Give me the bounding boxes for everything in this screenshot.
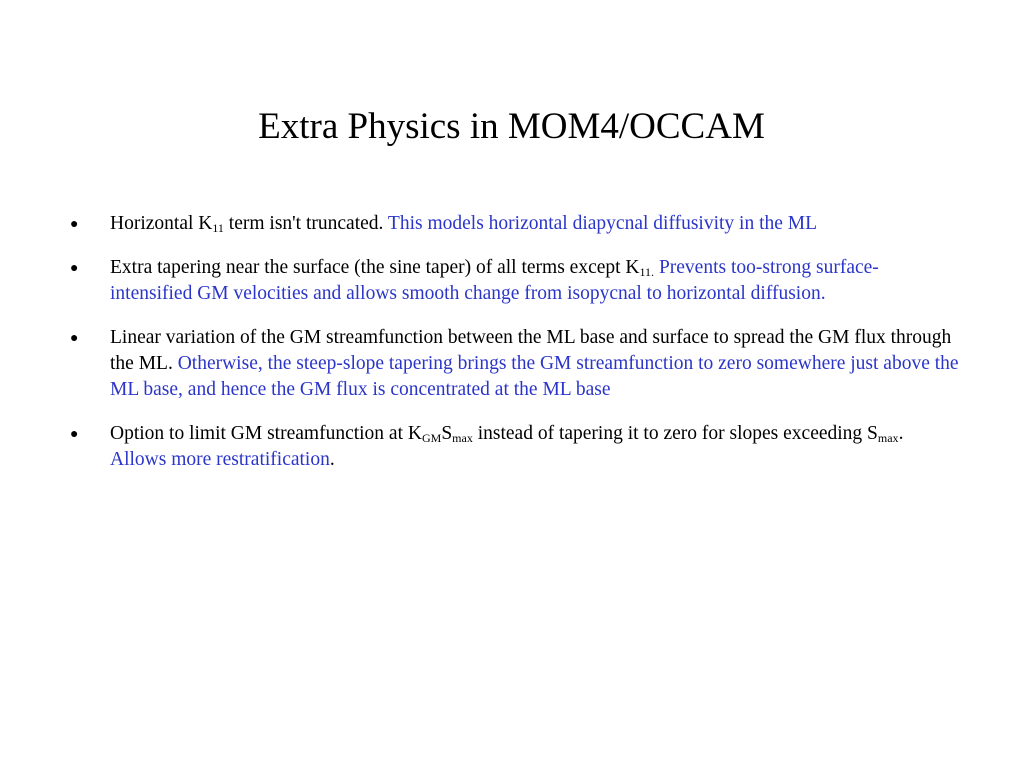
bullet-dot-icon: ● xyxy=(70,261,79,276)
bullet-item xyxy=(70,255,960,307)
bullet-text: S xyxy=(441,423,453,444)
bullet-text: . xyxy=(329,449,335,470)
bullet-highlight-text: Allows more restratification xyxy=(110,449,330,470)
subscript: 11 xyxy=(212,221,224,235)
subscript: max xyxy=(452,431,473,445)
bullet-text: Horizontal K xyxy=(110,213,213,234)
bullet-highlight-text: Otherwise, the steep-slope tapering brings the GM streamfunction to zero somewhere just above the ML base, and hence the GM flux is concentrated at the ML base xyxy=(110,353,959,400)
bullet-text: term isn't truncated. xyxy=(223,213,388,234)
bullet-text: Linear variation of the GM streamfunction between the ML base and surface to spread the GM flux through the ML. xyxy=(110,327,952,374)
bullet-highlight-text: Prevents too-strong surface-intensified GM velocities and allows smooth change from isopycnal to horizontal diffusion. xyxy=(110,257,879,304)
bullet-item xyxy=(70,325,960,403)
bullet-dot-icon: ● xyxy=(70,217,79,232)
bullet-dot-icon: ● xyxy=(70,331,79,346)
bullet-list xyxy=(70,211,960,491)
bullet-highlight-text: This models horizontal diapycnal diffusivity in the ML xyxy=(387,213,818,234)
bullet-text: Option to limit GM streamfunction at K xyxy=(110,423,422,444)
subscript: GM xyxy=(421,431,442,445)
bullet-text: Extra tapering near the surface (the sine taper) of all terms except K xyxy=(110,257,640,278)
bullet-item xyxy=(70,211,960,237)
bullet-text: instead of tapering it to zero for slopes exceeding S xyxy=(472,423,878,444)
bullet-text: . xyxy=(898,423,904,444)
bullet-item xyxy=(70,421,960,473)
subscript: max xyxy=(877,431,899,445)
slide-title: Extra Physics in MOM4/OCCAM xyxy=(258,106,765,147)
bullet-dot-icon: ● xyxy=(70,427,79,442)
subscript: 11. xyxy=(639,265,655,279)
